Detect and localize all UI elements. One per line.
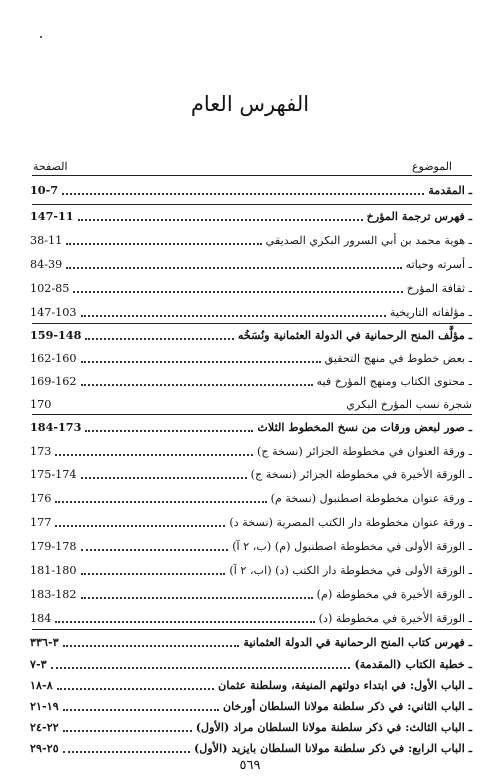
dot-leader [63, 636, 240, 647]
dot-leader [66, 258, 401, 269]
entry-page: ٣-٧ [30, 657, 47, 672]
divider [32, 414, 472, 415]
dot-leader [55, 612, 314, 623]
entry-label: ـ الباب الرابع: في ذكر سلطنة مولانا السلطان بايزيد (الأول) [193, 741, 472, 756]
divider [32, 323, 472, 324]
index-entry [30, 719, 472, 737]
entry-label: ـ الورقة الأولى في مخطوطة دار الكتب (د) (اب، ٢ آ) [229, 564, 472, 578]
entry-page: 173 [30, 445, 52, 459]
entry-label: ـ ثقافة المؤرخ [406, 282, 472, 296]
entry-page: 179-178 [30, 540, 77, 554]
dot-leader [78, 210, 363, 221]
entry-page: 170 [30, 398, 52, 412]
page-speck [40, 36, 42, 38]
dot-leader [81, 468, 247, 479]
index-entry [30, 562, 472, 580]
dot-leader [55, 492, 266, 503]
entry-page: ٨-١٨ [30, 678, 53, 693]
entry-page: 147-103 [30, 306, 77, 320]
index-entry [30, 538, 472, 556]
entry-page: 147-11 [30, 209, 74, 224]
index-entry [30, 740, 472, 758]
index-entry [30, 182, 472, 200]
dot-leader [63, 742, 190, 753]
entry-label: ـ ورقة عنوان مخطوطة دار الكتب المصرية (نسخة د) [229, 516, 472, 530]
dot-leader [57, 679, 214, 690]
index-entry [30, 396, 472, 414]
dot-leader [81, 375, 313, 386]
index-entry [30, 586, 472, 604]
entry-page: 162-160 [30, 352, 77, 366]
entry-label: شجرة نسب المؤرخ البكري [346, 398, 472, 412]
index-entry [30, 698, 472, 716]
entry-label: ـ الورقة الأخيرة في مخطوطة الجزائر (نسخة ج) [250, 468, 472, 482]
dot-leader [63, 700, 219, 711]
entry-label: ـ فهرس كتاب المنح الرحمانية في الدولة العثمانية [243, 635, 472, 650]
entry-page: 177 [30, 516, 52, 530]
page-number: ٥٦٩ [239, 758, 261, 773]
entry-label: ـ ورقة العنوان في مخطوطة الجزائر (نسخة ج) [256, 445, 472, 459]
dot-leader [62, 184, 424, 195]
entry-page: 102-85 [30, 282, 70, 296]
entry-page: 38-11 [30, 234, 63, 248]
index-entry [30, 280, 472, 298]
entry-label: ـ مؤلَّف المنح الرحمانية في الدولة العثمانية ونُسَخُه [237, 328, 472, 343]
entry-page: ١٩-٢١ [30, 699, 59, 714]
dot-leader [85, 421, 253, 432]
dot-leader [85, 329, 234, 340]
divider [32, 175, 472, 176]
entry-page: 183-182 [30, 588, 77, 602]
index-entry [30, 490, 472, 508]
entry-page: ٣-٣٣٦ [30, 635, 59, 650]
entry-label: ـ محتوى الكتاب ومنهج المؤرخ فيه [316, 375, 472, 389]
entry-page: 10-7 [30, 183, 58, 198]
index-entry [30, 208, 472, 226]
entry-page: ٢٢-٢٤ [30, 720, 59, 735]
entry-label: ـ بعض خطوط في منهج التحقيق [324, 352, 472, 366]
index-entry [30, 677, 472, 695]
entry-label: ـ أسرته وحياته [405, 258, 472, 272]
index-entry [30, 350, 472, 368]
entry-page: 169-162 [30, 375, 77, 389]
index-entry [30, 256, 472, 274]
entry-label: ـ خطبة الكتاب (المقدمة) [354, 657, 472, 672]
dot-leader [55, 516, 225, 527]
dot-leader [81, 352, 321, 363]
dot-leader [81, 306, 386, 317]
entry-label: ـ المقدمة [428, 183, 472, 198]
entry-label: ـ الورقة الأخيرة في مخطوطة (م) [316, 588, 472, 602]
index-entry [30, 232, 472, 250]
column-header-topic: الموضوع [411, 160, 452, 173]
column-header-page: الصفحة [33, 160, 68, 173]
index-entry [30, 443, 472, 461]
index-entry [30, 514, 472, 532]
index-entry [30, 419, 472, 437]
dot-leader [55, 445, 253, 456]
entry-page: 181-180 [30, 564, 77, 578]
dot-leader [55, 398, 342, 409]
entry-label: ـ صور لبعض ورقات من نسخ المخطوط الثلاث [257, 420, 472, 435]
entry-page: 159-148 [30, 328, 82, 343]
dot-leader [81, 564, 226, 575]
entry-label: ـ الباب الثالث: في ذكر سلطنة مولانا السلطان مراد (الأول) [195, 720, 472, 735]
entry-page: ٢٥-٢٩ [30, 741, 59, 756]
entry-label: ـ ورقة عنوان مخطوطة اصطنبول (نسخة م) [270, 492, 472, 506]
dot-leader [81, 540, 229, 551]
page-title: الفهرس العام [190, 92, 310, 116]
dot-leader [51, 658, 351, 669]
entry-label: ـ هوية محمد بن أبي السرور البكري الصديقي [265, 234, 472, 248]
entry-page: 184-173 [30, 420, 82, 435]
entry-label: ـ الباب الثاني: في ذكر سلطنة مولانا السلطان أورخان [222, 699, 472, 714]
entry-label: ـ فهرس ترجمة المؤرخ [366, 209, 472, 224]
index-entry [30, 466, 472, 484]
dot-leader [63, 721, 192, 732]
index-entry [30, 373, 472, 391]
divider [32, 629, 472, 630]
entry-page: 84-39 [30, 258, 63, 272]
dot-leader [73, 282, 402, 293]
index-entry [30, 634, 472, 652]
divider [32, 204, 472, 205]
entry-page: 176 [30, 492, 52, 506]
index-entry [30, 610, 472, 628]
dot-leader [66, 234, 261, 245]
entry-label: ـ الورقة الأخيرة في مخطوطة (د) [318, 612, 472, 626]
entry-page: 175-174 [30, 468, 77, 482]
entry-page: 184 [30, 612, 52, 626]
index-entry [30, 656, 472, 674]
index-entry [30, 304, 472, 322]
index-entry [30, 327, 472, 345]
entry-label: ـ الورقة الأولى في مخطوطة اصطنبول (م) (ب، ٢ آ) [232, 540, 472, 554]
dot-leader [81, 588, 313, 599]
entry-label: ـ مؤلفاته التاريخية [389, 306, 472, 320]
entry-label: ـ الباب الأول: في ابتداء دولتهم المنيفة، وسلطنة عثمان [218, 678, 472, 693]
